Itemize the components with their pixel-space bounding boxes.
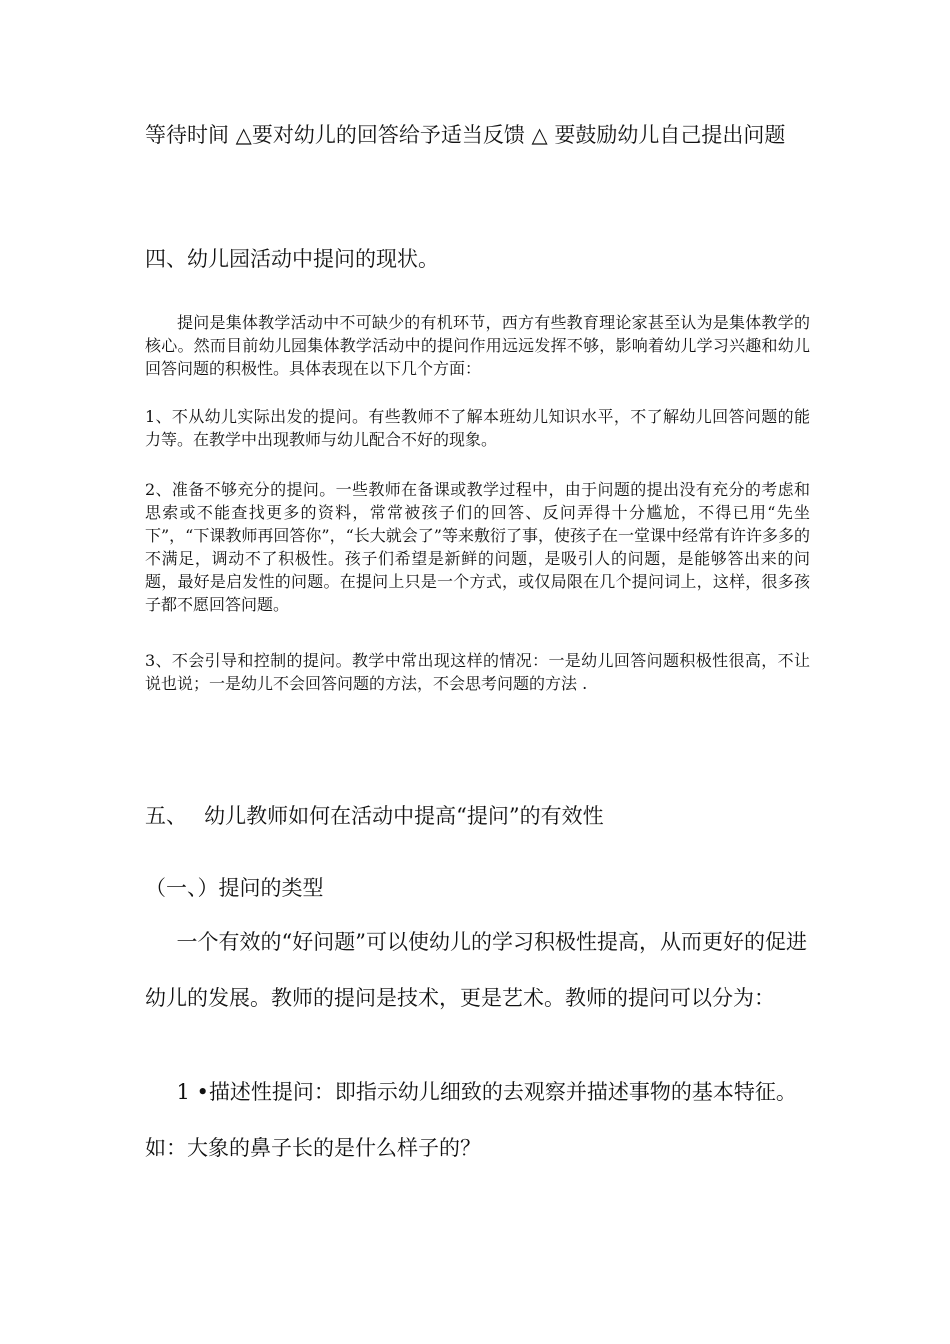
top-line: 等待时间 △要对幼儿的回答给予适当反馈 △ 要鼓励幼儿自己提出问题: [145, 123, 786, 147]
subsection1-heading: （一、）提问的类型: [145, 876, 324, 900]
point-3: 3、不会引导和控制的提问。教学中常出现这样的情况：一是幼儿回答问题积极性很高，不让说也说；一是幼儿不会回答问题的方法，不会思考问题的方法 .: [145, 651, 810, 693]
item-1-descriptive-question: 1 •描述性提问：即指示幼儿细致的去观察并描述事物的基本特征。如：大象的鼻子长的是什么样子的？: [145, 1080, 797, 1160]
section4-heading: 四、幼儿园活动中提问的现状。: [145, 247, 439, 271]
subsection1-paragraph: 一个有效的“好问题”可以使幼儿的学习积极性提高，从而更好的促进幼儿的发展。教师的提问是技术，更是艺术。教师的提问可以分为：: [145, 930, 807, 1010]
section4-intro: 提问是集体教学活动中不可缺少的有机环节，西方有些教育理论家甚至认为是集体教学的核心。然而目前幼儿园集体教学活动中的提问作用远远发挥不够，影响着幼儿学习兴趣和幼儿回答问题的积极性。具体表现在以下几个方面：: [145, 313, 810, 378]
point-2: 2、准备不够充分的提问。一些教师在备课或教学过程中，由于问题的提出没有充分的考虑和思索或不能查找更多的资料，常常被孩子们的回答、反问弄得十分尴尬，不得已用“先坐下”，“下课教师再回答你”，“长大就会了”等来敷衍了事，使孩子在一堂课中经常有许许多多的不满足，调动不了积极性。孩子们希望是新鲜的问题，是吸引人的问题，是能够答出来的问题，最好是启发性的问题。在提问上只是一个方式，或仅局限在几个提问词上，这样，很多孩子都不愿回答问题。: [145, 480, 810, 614]
point-1: 1、不从幼儿实际出发的提问。有些教师不了解本班幼儿知识水平，不了解幼儿回答问题的能力等。在教学中出现教师与幼儿配合不好的现象。: [145, 407, 810, 449]
section5-heading: 五、 幼儿教师如何在活动中提高“提问”的有效性: [145, 804, 604, 828]
